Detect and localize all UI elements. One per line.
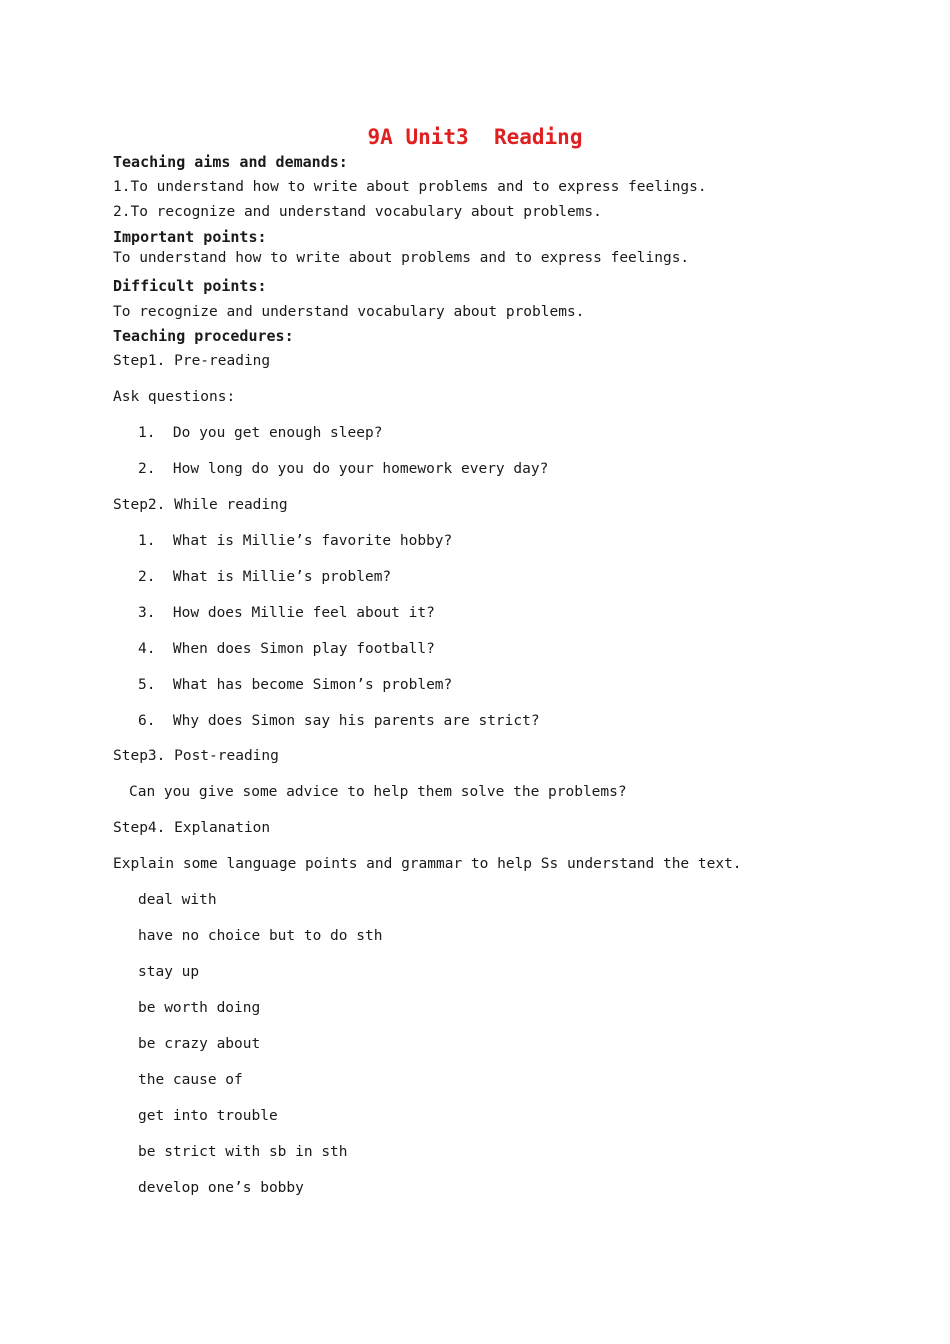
step2-heading: Step2. While reading	[113, 497, 288, 513]
list-item: 1. What is Millie’s favorite hobby?	[138, 533, 453, 549]
list-item: 3. How does Millie feel about it?	[138, 605, 435, 621]
step3-heading: Step3. Post-reading	[113, 748, 279, 764]
phrase-item: get into trouble	[138, 1108, 278, 1124]
phrase-item: be strict with sb in sth	[138, 1144, 348, 1160]
ask-questions-label: Ask questions:	[113, 389, 236, 405]
step4-heading: Step4. Explanation	[113, 820, 271, 836]
list-item: 4. When does Simon play football?	[138, 641, 435, 657]
step1-heading: Step1. Pre-reading	[113, 353, 271, 369]
step3-question: Can you give some advice to help them solve the problems?	[129, 784, 627, 800]
phrase-item: be crazy about	[138, 1036, 261, 1052]
list-item: 5. What has become Simon’s problem?	[138, 677, 453, 693]
list-item: 6. Why does Simon say his parents are strict?	[138, 713, 540, 729]
list-item: 2. What is Millie’s problem?	[138, 569, 392, 585]
phrase-item: develop one’s bobby	[138, 1180, 304, 1196]
phrase-item: the cause of	[138, 1072, 243, 1088]
aim-item: 1.To understand how to write about problems and to express feelings.	[113, 179, 707, 195]
procedures-heading: Teaching procedures:	[113, 327, 294, 345]
phrase-item: stay up	[138, 964, 200, 980]
aims-heading: Teaching aims and demands:	[113, 153, 348, 171]
difficult-text: To recognize and understand vocabulary about problems.	[113, 304, 585, 320]
aim-item: 2.To recognize and understand vocabulary about problems.	[113, 204, 602, 220]
phrase-item: have no choice but to do sth	[138, 928, 383, 944]
difficult-heading: Difficult points:	[113, 277, 267, 295]
important-heading: Important points:	[113, 228, 267, 246]
phrase-item: be worth doing	[138, 1000, 261, 1016]
list-item: 2. How long do you do your homework every day?	[138, 461, 549, 477]
page-title: 9A Unit3 Reading	[367, 125, 583, 149]
important-text: To understand how to write about problems and to express feelings.	[113, 250, 690, 266]
step4-text: Explain some language points and grammar to help Ss understand the text.	[113, 856, 742, 872]
list-item: 1. Do you get enough sleep?	[138, 425, 383, 441]
phrase-item: deal with	[138, 892, 217, 908]
